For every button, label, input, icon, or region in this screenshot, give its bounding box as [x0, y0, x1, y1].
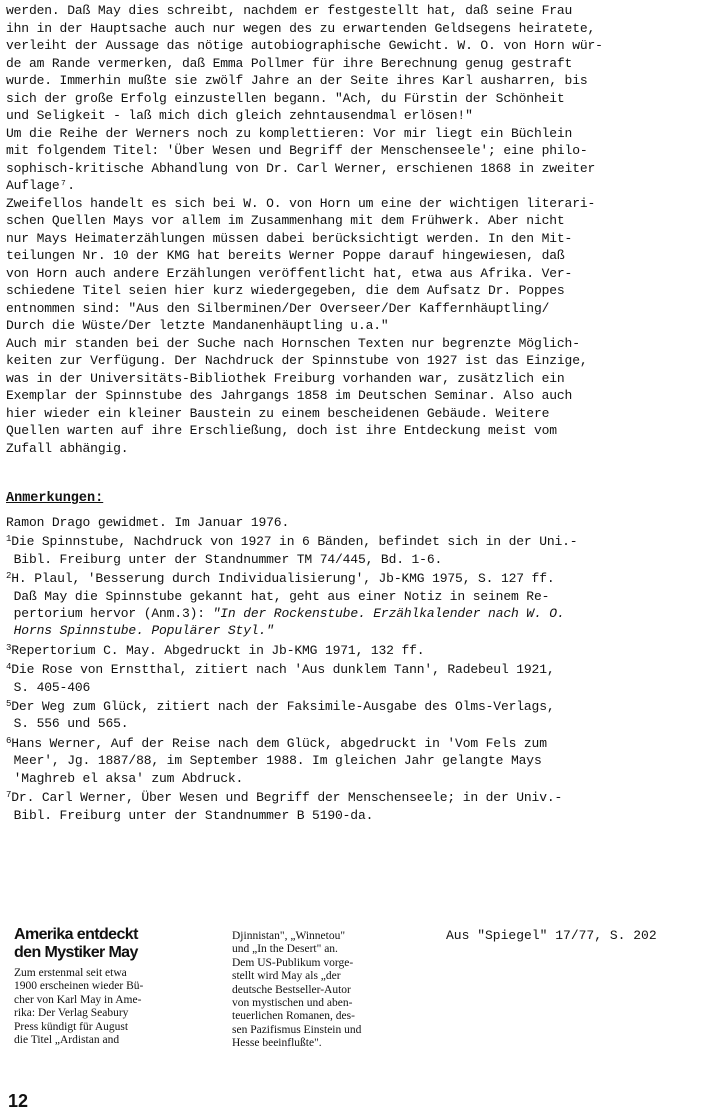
body-line: entnommen sind: "Aus den Silberminen/Der Overseer/Der Kaffernhäuptling/	[6, 300, 550, 316]
body-line: Auch mir standen bei der Suche nach Hornschen Texten nur begrenzte Möglich-	[6, 335, 580, 351]
body-line: was in der Universitäts-Bibliothek Freiburg vorhanden war, zusätzlich ein	[6, 370, 565, 386]
clipping-line: cher von Karl May in Ame-	[14, 993, 142, 1006]
footnote-marker: 3	[6, 642, 12, 653]
body-line: verleiht der Aussage das nötige autobiographische Gewicht. W. O. von Horn wür-	[6, 38, 603, 53]
body-line: ihn in der Hauptsache auch nur wegen des zu erwartenden Geldsegens heiratete,	[6, 20, 596, 36]
body-line: de am Rande vermerken, daß Emma Pollmer für ihre Berechnung genug gestraft	[6, 55, 573, 71]
footnote-marker: 2	[6, 571, 12, 582]
footnote-4-cont: S. 405-406	[6, 679, 91, 695]
footnote-2-cont	[6, 605, 698, 622]
clipping-line: stellt wird May als „der	[232, 970, 341, 983]
body-line: Um die Reihe der Werners noch zu komplettieren: Vor mir liegt ein Büchlein	[6, 125, 573, 141]
footnote-quote: Horns Spinnstube. Populärer Styl."	[6, 623, 274, 639]
footnote-1-cont: Bibl. Freiburg unter der Standnummer TM 74/445, Bd. 1-6.	[6, 551, 443, 567]
clipping-column-1	[14, 967, 194, 1047]
footnote-text: Der Weg zum Glück, zitiert nach der Faksimile-Ausgabe des Olms-Verlags,	[11, 699, 555, 715]
clipping-line: deutsche Bestseller-Autor	[232, 983, 351, 996]
footnotes	[6, 514, 698, 824]
footnote-marker: 1	[6, 534, 12, 545]
clipping-line: die Titel „Ardistan and	[14, 1034, 120, 1047]
body-line: nur Mays Heimaterzählungen müssen dabei berücksichtigt werden. In den Mit-	[6, 230, 573, 246]
footnote-3	[6, 640, 698, 659]
body-line: Exemplar der Spinnstube des Jahrgangs 1858 im Deutschen Seminar. Also auch	[6, 388, 573, 403]
footnote-text: H. Plaul, 'Besserung durch Individualisierung', Jb-KMG 1975, S. 127 ff.	[11, 571, 555, 587]
body-line: Quellen warten auf ihre Erschließung, doch ist ihre Entdeckung meist vom	[6, 423, 557, 438]
body-line: Zweifellos handelt es sich bei W. O. von Horn um eine der wichtigen literari-	[6, 195, 596, 211]
body-text	[6, 2, 698, 457]
body-line: Auflage⁷.	[6, 178, 75, 193]
body-line: wurde. Immerhin mußte sie zwölf Jahre an der Seite ihres Karl ausharren, bis	[6, 73, 588, 88]
body-line: Zufall abhängig.	[6, 440, 129, 456]
clipping-line: und „In the Desert" an.	[232, 943, 338, 956]
body-line: sophisch-kritische Abhandlung von Dr. Carl Werner, erschienen 1868 in zweiter	[6, 160, 596, 176]
footnote-marker: 4	[6, 662, 12, 673]
footnote-quote: "In der Rockenstube. Erzählkalender nach W. O.	[212, 606, 565, 622]
clipping-line: von mystischen und aben-	[232, 997, 353, 1010]
clipping-headline-line: den Mystiker May	[14, 944, 138, 961]
body-line: werden. Daß May dies schreibt, nachdem er festgestellt hat, daß seine Frau	[6, 3, 573, 18]
body-line: schiedene Titel seien hier kurz wiedergegeben, die dem Aufsatz Dr. Poppes	[6, 283, 565, 298]
clipping-line: 1900 erscheinen wieder Bü-	[14, 980, 144, 993]
footnote-text: Hans Werner, Auf der Reise nach dem Glück, abgedruckt in 'Vom Fels zum	[11, 735, 547, 751]
clipping-source: Aus "Spiegel" 17/77, S. 202	[446, 928, 657, 943]
body-line: keiten zur Verfügung. Der Nachdruck der Spinnstube von 1927 ist das Einzige,	[6, 353, 588, 368]
footnote-7-cont: Bibl. Freiburg unter der Standnummer B 5190-da.	[6, 807, 374, 823]
footnote-marker: 7	[6, 790, 12, 801]
clipping-line: Dem US-Publikum vorge-	[232, 956, 354, 969]
body-line: schen Quellen Mays vor allem im Zusammenhang mit dem Frühwerk. Aber nicht	[6, 213, 565, 228]
footnote-6	[6, 733, 698, 752]
footnote-text: pertorium hervor (Anm.3):	[6, 606, 213, 622]
clipping-headline-line: Amerika entdeckt	[14, 926, 138, 943]
clipping-line: teuerlichen Romanen, des-	[232, 1010, 355, 1023]
body-line: und Seligkeit - laß mich dich gleich zehntausendmal erlösen!"	[6, 108, 473, 123]
footnote-marker: 5	[6, 699, 12, 710]
page-number: 12	[8, 1091, 29, 1111]
footnote-text: Die Rose von Ernstthal, zitiert nach 'Aus dunklem Tann', Radebeul 1921,	[11, 662, 555, 678]
notes-heading: Anmerkungen:	[6, 491, 104, 506]
footnote-5	[6, 696, 698, 715]
footnote-1	[6, 531, 698, 550]
clipping-headline	[14, 926, 214, 962]
body-line: sich der große Erfolg einzustellen begann. "Ach, du Fürstin der Schönheit	[6, 90, 565, 106]
body-line: teilungen Nr. 10 der KMG hat bereits Werner Poppe darauf hingewiesen, daß	[6, 248, 565, 263]
footnote-text: Repertorium C. May. Abgedruckt in Jb-KMG 1971, 132 ff.	[11, 642, 425, 658]
footnote-2	[6, 568, 698, 587]
clipping-column-2	[232, 930, 422, 1051]
clipping-line: Press kündigt für August	[14, 1020, 129, 1033]
footnote-2-cont: Daß May die Spinnstube gekannt hat, geht aus einer Notiz in seinem Re-	[6, 588, 550, 604]
footnote-7	[6, 787, 698, 806]
clipping-line: Hesse beeinflußte".	[232, 1037, 322, 1050]
footnote-4	[6, 659, 698, 678]
footnote-marker: 6	[6, 735, 12, 746]
clipping-line: Djinnistan", „Winnetou"	[232, 930, 346, 942]
footnote-text: Die Spinnstube, Nachdruck von 1927 in 6 Bänden, befindet sich in der Uni.-	[11, 534, 578, 550]
clipping-line: Zum erstenmal seit etwa	[14, 967, 127, 979]
clipping-line: rika: Der Verlag Seabury	[14, 1007, 129, 1020]
footnote-text: Dr. Carl Werner, Über Wesen und Begriff der Menschenseele; in der Univ.-	[11, 790, 563, 806]
clipping-line: sen Pazifismus Einstein und	[232, 1023, 362, 1036]
body-line: mit folgendem Titel: 'Über Wesen und Begriff der Menschenseele'; eine philo-	[6, 143, 588, 158]
footnote-6-cont: 'Maghreb el aksa' zum Abdruck.	[6, 770, 244, 786]
footnote-5-cont: S. 556 und 565.	[6, 716, 129, 732]
footnote-6-cont: Meer', Jg. 1887/88, im September 1988. Im gleichen Jahr gelangte Mays	[6, 753, 542, 769]
dedication: Ramon Drago gewidmet. Im Januar 1976.	[6, 515, 290, 530]
body-line: hier wieder ein kleiner Baustein zu einem bescheidenen Gebäude. Weitere	[6, 405, 550, 421]
body-line: von Horn auch andere Erzählungen veröffentlicht hat, etwa aus Afrika. Ver-	[6, 265, 573, 281]
body-line: Durch die Wüste/Der letzte Mandanenhäuptling u.a."	[6, 318, 389, 333]
